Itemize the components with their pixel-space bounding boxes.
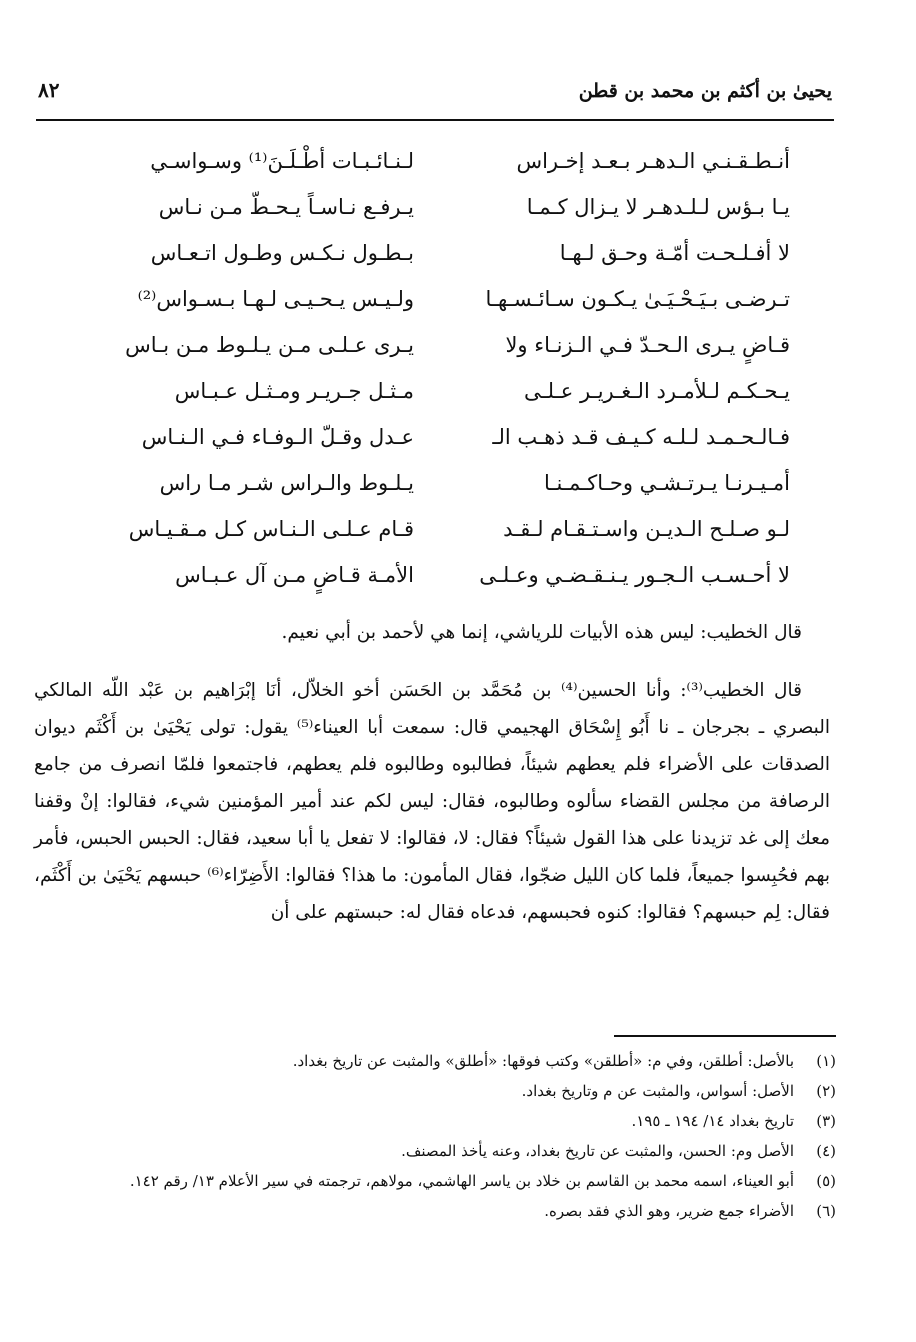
- second-hemistich: الأمـة قـاضٍ مـن آل عـبـاس: [175, 563, 414, 587]
- footnote-number: (٣): [816, 1112, 836, 1130]
- footnote-divider: [614, 1035, 836, 1037]
- second-hemistich: لـنـائـبـات أطْـلَـنَ⁽¹⁾ وسـواسـي: [150, 149, 414, 173]
- first-hemistich: قـاضٍ يـرى الـحـدّ فـي الـزنـاء ولا: [505, 333, 790, 357]
- running-title: يحيىٰ بن أكثم بن محمد بن قطن: [578, 80, 832, 102]
- footnote-number: (٢): [816, 1082, 836, 1100]
- second-hemistich: عـدل وقـلّ الـوفـاء فـي الـنـاس: [141, 425, 414, 449]
- first-hemistich: يـا بـؤس لـلـدهـر لا يـزال كـمـا: [526, 195, 790, 219]
- verse-line: [84, 466, 790, 512]
- second-hemistich: ولـيـس يـحـيـى لـهـا بـسـواس⁽²⁾: [137, 287, 414, 311]
- footnotes: [36, 1046, 836, 1226]
- footnote-text: الأصل: أسواس، والمثبت عن م وتاريخ بغداد.: [521, 1082, 794, 1100]
- verse-line: [84, 420, 790, 466]
- footnote-number: (١): [816, 1052, 836, 1070]
- verse-line: [84, 558, 790, 604]
- footnote-text: بالأصل: أطلقن، وفي م: «أطلقن» وكتب فوقها: «أطلق» والمثبت عن تاريخ بغداد.: [292, 1052, 794, 1070]
- footnote: [36, 1166, 836, 1196]
- second-hemistich: يـلـوط والـراس شـر مـا راس: [159, 471, 414, 495]
- second-hemistich: يـرى عـلـى مـن يـلـوط مـن بـاس: [125, 333, 414, 357]
- attribution-text: قال الخطيب: ليس هذه الأبيات للرياشي، إنما هي لأحمد بن أبي نعيم.: [281, 622, 802, 643]
- footnote: [36, 1196, 836, 1226]
- verse-line: [84, 190, 790, 236]
- verse-line: [84, 236, 790, 282]
- verse-line: [84, 512, 790, 558]
- first-hemistich: فـالـحـمـد لـلـه كـيـف قـد ذهـب الـ: [492, 425, 790, 449]
- footnote-text: تاريخ بغداد ١٤/ ١٩٤ ـ ١٩٥.: [631, 1112, 794, 1130]
- first-hemistich: لا أفـلـحـت أمّـة وحـق لـهـا: [559, 241, 790, 265]
- footnote: [36, 1106, 836, 1136]
- footnote-number: (٦): [816, 1202, 836, 1220]
- narrative-paragraph: [34, 672, 830, 931]
- first-hemistich: أمـيـرنـا يـرتـشـي وحـاكـمـنـا: [543, 471, 790, 495]
- second-hemistich: مـثـل جـريـر ومـثـل عـبـاس: [174, 379, 414, 403]
- footnote-number: (٥): [816, 1172, 836, 1190]
- page-header: [36, 76, 834, 116]
- first-hemistich: تـرضـى بـيَـحْـيَـىٰ يـكـون سـائـسـهـا: [485, 287, 790, 311]
- first-hemistich: يـحـكـم لـلأمـرد الـغـريـر عـلـى: [523, 379, 790, 403]
- footnote-text: أبو العيناء، اسمه محمد بن القاسم بن خلاد بن ياسر الهاشمي، مولاهم، ترجمته في سير الأعلام ١٣/ رقم ١٤٢.: [129, 1172, 794, 1190]
- footnote-number: (٤): [816, 1142, 836, 1160]
- second-hemistich: بـطـول نـكـس وطـول اتـعـاس: [150, 241, 414, 265]
- first-hemistich: أنـطـقـنـي الـدهـر بـعـد إخـراس: [516, 149, 790, 173]
- verse-line: [84, 144, 790, 190]
- footnote: [36, 1136, 836, 1166]
- verse-line: [84, 374, 790, 420]
- attribution-paragraph: [140, 614, 830, 651]
- second-hemistich: قـام عـلـى الـنـاس كـل مـقـيـاس: [128, 517, 414, 541]
- poem: [84, 144, 790, 604]
- footnote-text: الأصل وم: الحسن، والمثبت عن تاريخ بغداد، وعنه يأخذ المصنف.: [401, 1142, 794, 1160]
- footnote: [36, 1046, 836, 1076]
- footnote: [36, 1076, 836, 1106]
- footnote-text: الأضراء جمع ضرير، وهو الذي فقد بصره.: [544, 1202, 794, 1220]
- verse-line: [84, 282, 790, 328]
- page-number: ٨٢: [38, 78, 60, 102]
- header-divider: [36, 119, 834, 121]
- verse-line: [84, 328, 790, 374]
- first-hemistich: لا أحـسـب الـجـور يـنـقـضـي وعـلـى: [479, 563, 790, 587]
- first-hemistich: لـو صـلـح الـديـن واسـتـقـام لـقـد: [503, 517, 790, 541]
- narrative-text: قال الخطيب⁽³⁾: وأنا الحسين⁽⁴⁾ بن مُحَمَّد بن الحَسَن أخو الخلاّل، أنَا إبْرَاهيم بن عَبْد اللّه المالكي البصري ـ بجرجان ـ نا أَبُو إِسْحَاق الهجيمي قال: سمعت أبا العيناء⁽⁵⁾ يقول: تولى يَحْيَىٰ بن أَكْثَم ديوان الصدقات على الأضراء فلم يعطهم شيئاً، فطالبوه وطالبوه فلم يعطهم، فاجتمعوا فلمّا انصرف من جامع الرصافة من مجلس القضاء سألوه وطالبوه، فقال: ليس لكم عند أمير المؤمنين شيء، فقالوا: إنْ وقفنا معك إلى غد تزيدنا على هذا القول شيئاً؟ فقال: لا، فقالوا: لا تفعل يا أبا سعيد، فقال: الحبس الحبس، فأمر بهم فحُبِسوا جميعاً، فلما كان الليل ضجّوا، فقال المأمون: ما هذا؟ فقالوا: الأَضِرّاء⁽⁶⁾ حبسهم يَحْيَىٰ بن أَكْثَم، فقال: لِم حبسهم؟ فقالوا: كنوه فحبسهم، فدعاه فقال له: حبستهم على أن: [34, 680, 830, 923]
- second-hemistich: يـرفـع نـاسـاً يـحـطّ مـن نـاس: [158, 195, 414, 219]
